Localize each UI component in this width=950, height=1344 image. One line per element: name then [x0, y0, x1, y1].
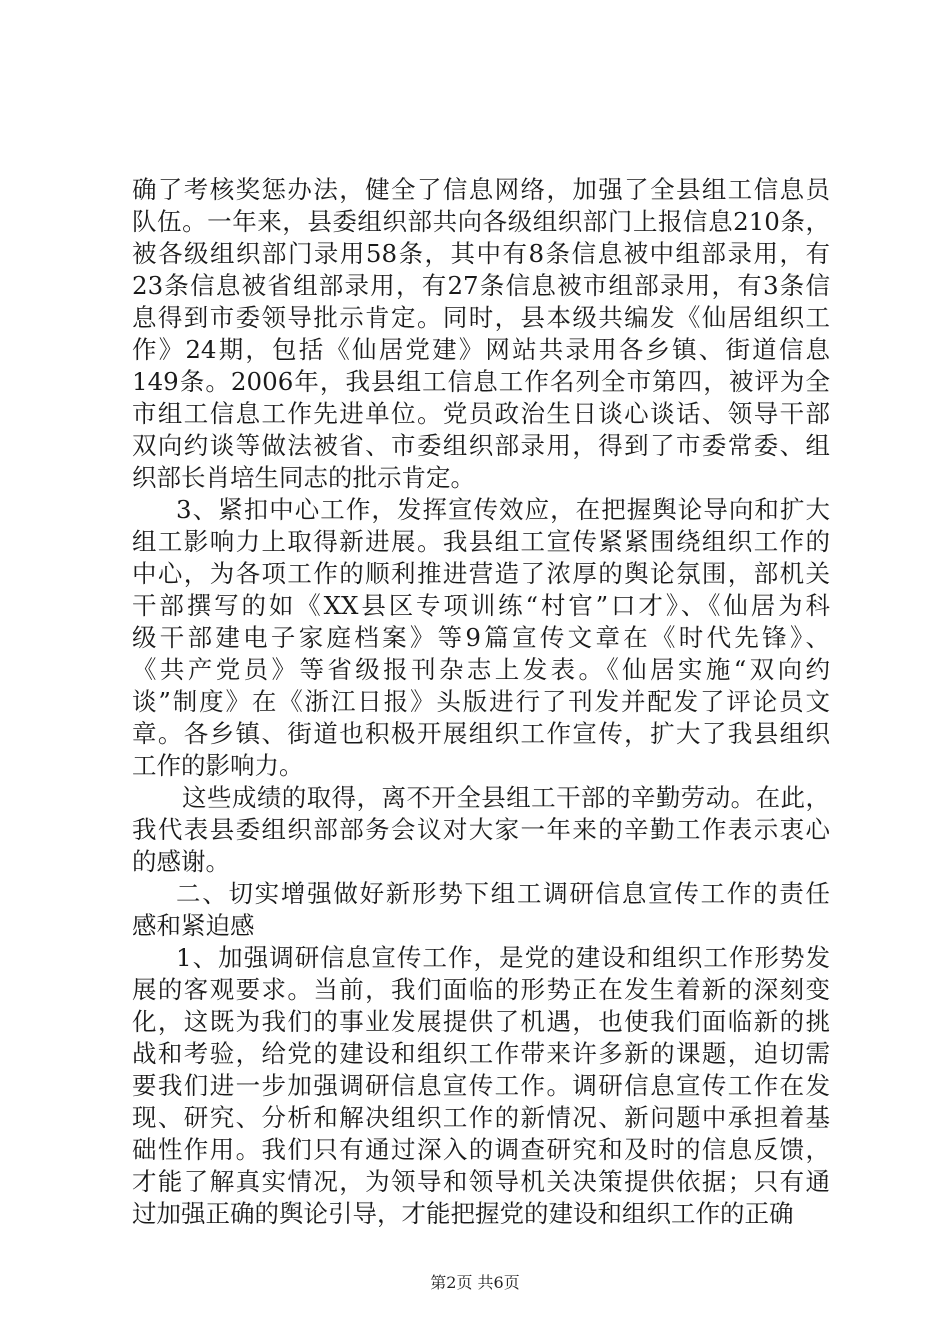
text-line: 章。各乡镇、街道也积极开展组织工作宣传，扩大了我县组织 [132, 719, 830, 748]
text-line: 感和紧迫感 [132, 911, 255, 940]
text-line: 确了考核奖惩办法，健全了信息网络，加强了全县组工信息员 [132, 175, 830, 204]
text-line: 息得到市委领导批示肯定。同时，县本级共编发《仙居组织工 [132, 303, 830, 332]
text-line: 市组工信息工作先进单位。党员政治生日谈心谈话、领导干部 [132, 399, 830, 428]
text-line: 现、研究、分析和解决组织工作的新情况、新问题中承担着基 [132, 1103, 830, 1132]
text-line: 级干部建电子家庭档案》等9篇宣传文章在《时代先锋》、 [132, 623, 830, 652]
text-line: 过加强正确的舆论引导，才能把握党的建设和组织工作的正确 [132, 1199, 794, 1228]
text-line: 织部长肖培生同志的批示肯定。 [132, 463, 475, 492]
page-footer: 第2页 共6页 [430, 1273, 520, 1292]
text-line: 干部撰写的如《XX县区专项训练“村官”口才》、《仙居为科 [132, 591, 830, 620]
text-line: 23条信息被省组部录用，有27条信息被市组部录用，有3条信 [132, 271, 830, 300]
text-line: 被各级组织部门录用58条，其中有8条信息被中组部录用，有 [132, 239, 830, 268]
text-line: 149条。2006年，我县组工信息工作名列全市第四，被评为全 [132, 367, 830, 396]
text-line: 这些成绩的取得，离不开全县组工干部的辛勤劳动。在此， [182, 783, 830, 812]
text-line: 《共产党员》等省级报刊杂志上发表。《仙居实施“双向约 [132, 655, 830, 684]
text-line: 我代表县委组织部部务会议对大家一年来的辛勤工作表示衷心 [132, 815, 830, 844]
text-line: 工作的影响力。 [132, 751, 304, 780]
text-line: 1、加强调研信息宣传工作，是党的建设和组织工作形势发 [176, 943, 830, 972]
text-line: 谈”制度》在《浙江日报》头版进行了刊发并配发了评论员文 [132, 687, 830, 716]
text-line: 双向约谈等做法被省、市委组织部录用，得到了市委常委、组 [132, 431, 830, 460]
text-line: 展的客观要求。当前，我们面临的形势正在发生着新的深刻变 [132, 975, 830, 1004]
text-line: 才能了解真实情况，为领导和领导机关决策提供依据；只有通 [132, 1167, 830, 1196]
document-body [132, 174, 830, 1230]
text-line: 队伍。一年来，县委组织部共向各级组织部门上报信息210条， [132, 207, 830, 236]
text-line: 3、紧扣中心工作，发挥宣传效应，在把握舆论导向和扩大 [176, 495, 830, 524]
paragraph [132, 494, 830, 782]
paragraph [132, 878, 830, 942]
text-line: 的感谢。 [132, 847, 230, 876]
text-line: 要我们进一步加强调研信息宣传工作。调研信息宣传工作在发 [132, 1071, 830, 1100]
text-line: 中心，为各项工作的顺利推进营造了浓厚的舆论氛围，部机关 [132, 559, 830, 588]
paragraph [132, 782, 830, 878]
text-line: 战和考验，给党的建设和组织工作带来许多新的课题，迫切需 [132, 1039, 830, 1068]
text-line: 作》24期，包括《仙居党建》网站共录用各乡镇、街道信息 [132, 335, 830, 364]
paragraph [132, 174, 830, 494]
text-line: 化，这既为我们的事业发展提供了机遇，也使我们面临新的挑 [132, 1007, 830, 1036]
text-line: 二、切实增强做好新形势下组工调研信息宣传工作的责任 [176, 879, 830, 908]
text-line: 础性作用。我们只有通过深入的调查研究和及时的信息反馈， [132, 1135, 830, 1164]
paragraph [132, 942, 830, 1230]
text-line: 组工影响力上取得新进展。我县组工宣传紧紧围绕组织工作的 [132, 527, 830, 556]
